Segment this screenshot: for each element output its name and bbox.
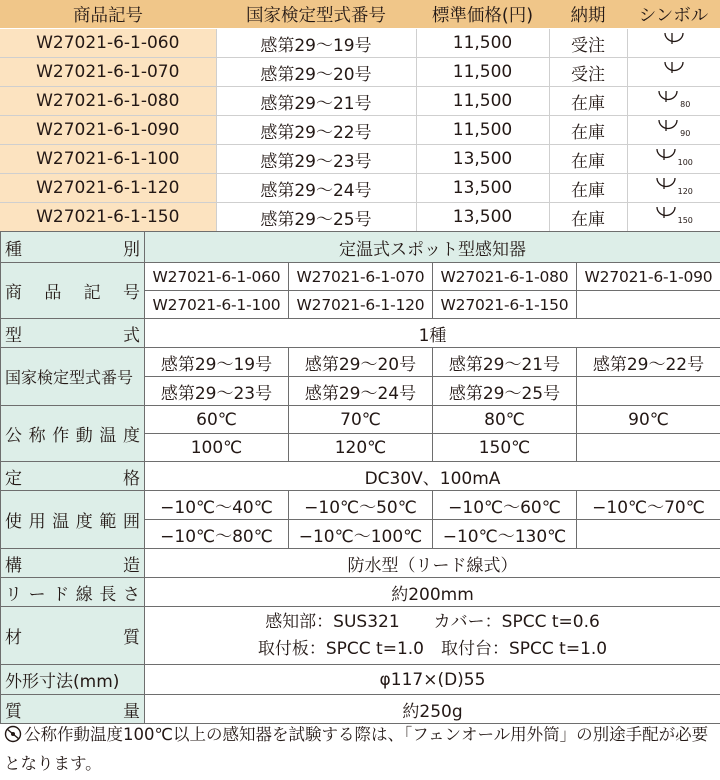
label-mass: 質量 [1, 695, 145, 724]
symbol-temp-subscript: 90 [680, 128, 691, 138]
empty-cell [577, 377, 720, 406]
detector-symbol-icon [655, 147, 677, 167]
material-line: 感知部：SUS321 カバー：SPCC t=0.6 [265, 611, 600, 632]
table-header-row [0, 0, 720, 29]
price-cell: 13,500 [416, 145, 549, 174]
header-cert-number: 国家検定型式番号 [216, 0, 416, 29]
header-symbol: シンボル [627, 0, 720, 29]
label-model: 型式 [1, 319, 145, 348]
price-cell: 11,500 [416, 29, 549, 58]
symbol-cell [627, 29, 720, 58]
price-cell: 13,500 [416, 174, 549, 203]
label-operating-temp: 公称作動温度 [1, 406, 145, 462]
spec-row-mass [1, 695, 720, 724]
spec-row-rating [1, 462, 720, 491]
price-cell: 11,500 [416, 58, 549, 87]
heat-detector-symbol [663, 31, 685, 51]
spec-row-temp [1, 406, 720, 434]
spec-row-lead [1, 578, 720, 607]
cert-cell: 感第29～25号 [433, 377, 577, 406]
value-mass: 約250g [145, 695, 720, 724]
range-cell: −10℃～50℃ [289, 491, 433, 520]
spec-row-codes [1, 263, 720, 291]
delivery-cell: 受注 [549, 58, 627, 87]
product-row [0, 145, 720, 174]
temp-cell: 120℃ [289, 434, 433, 462]
header-product-code: 商品記号 [0, 0, 216, 29]
range-cell: −10℃～80℃ [145, 520, 289, 549]
value-material [145, 607, 720, 665]
heat-detector-symbol [657, 118, 690, 138]
symbol-cell [627, 87, 720, 116]
header-delivery: 納期 [549, 0, 627, 29]
footnote-text: 公称作動温度100℃以上の感知器を試験する際は、「フェンオール用外筒」の別途手配が必要となります。 [4, 725, 709, 773]
detector-symbol-icon [657, 118, 679, 138]
delivery-cell: 在庫 [549, 174, 627, 203]
material-line: 取付板：SPCC t=1.0 取付台：SPCC t=1.0 [257, 638, 608, 659]
temp-cell: 150℃ [433, 434, 577, 462]
product-row [0, 174, 720, 203]
symbol-temp-subscript: 150 [677, 215, 693, 225]
spec-row-cert [1, 348, 720, 377]
cert-cell: 感第29～20号 [289, 348, 433, 377]
empty-cell [577, 520, 720, 549]
label-type: 種別 [1, 232, 145, 263]
temp-cell: 100℃ [145, 434, 289, 462]
cert-number-cell: 感第29～19号 [216, 29, 416, 58]
code-cell: W27021-6-1-120 [289, 291, 433, 319]
caution-icon [4, 725, 22, 751]
value-structure: 防水型（リード線式） [145, 549, 720, 578]
product-code-cell: W27021-6-1-150 [0, 203, 216, 232]
symbol-cell [627, 58, 720, 87]
cert-cell: 感第29～21号 [433, 348, 577, 377]
heat-detector-symbol [663, 60, 685, 80]
symbol-cell [627, 203, 720, 232]
delivery-cell: 在庫 [549, 87, 627, 116]
value-dimension: φ117×(D)55 [145, 665, 720, 695]
detector-symbol-icon [655, 205, 677, 225]
price-cell: 11,500 [416, 116, 549, 145]
label-dimension: 外形寸法(mm) [1, 665, 145, 695]
label-structure: 構造 [1, 549, 145, 578]
heat-detector-symbol [655, 147, 693, 167]
label-product-codes: 商品記号 [1, 263, 145, 319]
symbol-cell [627, 174, 720, 203]
label-cert-number: 国家検定型式番号 [1, 348, 145, 406]
delivery-cell: 受注 [549, 29, 627, 58]
cert-number-cell: 感第29～23号 [216, 145, 416, 174]
cert-number-cell: 感第29～25号 [216, 203, 416, 232]
code-cell: W27021-6-1-060 [145, 263, 289, 291]
range-cell: −10℃～100℃ [289, 520, 433, 549]
product-code-cell: W27021-6-1-060 [0, 29, 216, 58]
temp-cell: 70℃ [289, 406, 433, 434]
temp-cell: 60℃ [145, 406, 289, 434]
value-type: 定温式スポット型感知器 [145, 232, 720, 263]
spec-row-type [1, 232, 720, 263]
temp-cell: 90℃ [577, 406, 720, 434]
delivery-cell: 在庫 [549, 116, 627, 145]
label-lead-length: リード線長さ [1, 578, 145, 607]
range-cell: −10℃～60℃ [433, 491, 577, 520]
header-price: 標準価格(円) [416, 0, 549, 29]
detector-symbol-icon [663, 60, 685, 80]
product-code-cell: W27021-6-1-100 [0, 145, 216, 174]
value-lead-length: 約200mm [145, 578, 720, 607]
detector-symbol-icon [657, 89, 679, 109]
range-cell: −10℃～70℃ [577, 491, 720, 520]
symbol-temp-subscript: 100 [677, 157, 693, 167]
code-cell: W27021-6-1-080 [433, 263, 577, 291]
cert-number-cell: 感第29～22号 [216, 116, 416, 145]
code-cell: W27021-6-1-150 [433, 291, 577, 319]
cert-number-cell: 感第29～20号 [216, 58, 416, 87]
symbol-temp-subscript: 80 [680, 99, 691, 109]
price-cell: 11,500 [416, 87, 549, 116]
spec-row-structure [1, 549, 720, 578]
symbol-cell [627, 116, 720, 145]
detector-symbol-icon [663, 31, 685, 51]
footnote [4, 722, 718, 777]
heat-detector-symbol [657, 89, 690, 109]
range-cell: −10℃～40℃ [145, 491, 289, 520]
spec-row-range [1, 491, 720, 520]
code-cell: W27021-6-1-100 [145, 291, 289, 319]
heat-detector-symbol [655, 176, 693, 196]
product-row [0, 203, 720, 232]
spec-row-dimension [1, 665, 720, 695]
symbol-cell [627, 145, 720, 174]
product-row [0, 58, 720, 87]
product-row [0, 29, 720, 58]
cert-cell: 感第29～19号 [145, 348, 289, 377]
empty-cell [577, 291, 720, 319]
product-row [0, 116, 720, 145]
value-rating: DC30V、100mA [145, 462, 720, 491]
label-temp-range: 使用温度範囲 [1, 491, 145, 549]
code-cell: W27021-6-1-070 [289, 263, 433, 291]
label-material: 材質 [1, 607, 145, 665]
product-code-cell: W27021-6-1-120 [0, 174, 216, 203]
detector-symbol-icon [655, 176, 677, 196]
delivery-cell: 在庫 [549, 145, 627, 174]
cert-number-cell: 感第29～21号 [216, 87, 416, 116]
product-price-table [0, 0, 720, 232]
product-code-cell: W27021-6-1-070 [0, 58, 216, 87]
price-cell: 13,500 [416, 203, 549, 232]
code-cell: W27021-6-1-090 [577, 263, 720, 291]
spec-row-model [1, 319, 720, 348]
spec-table [0, 231, 720, 724]
cert-number-cell: 感第29～24号 [216, 174, 416, 203]
spec-row-material [1, 607, 720, 665]
cert-cell: 感第29～24号 [289, 377, 433, 406]
product-code-cell: W27021-6-1-090 [0, 116, 216, 145]
cert-cell: 感第29～22号 [577, 348, 720, 377]
delivery-cell: 在庫 [549, 203, 627, 232]
empty-cell [577, 434, 720, 462]
product-code-cell: W27021-6-1-080 [0, 87, 216, 116]
product-row [0, 87, 720, 116]
symbol-temp-subscript: 120 [677, 186, 693, 196]
label-rating: 定格 [1, 462, 145, 491]
value-model: 1種 [145, 319, 720, 348]
temp-cell: 80℃ [433, 406, 577, 434]
range-cell: −10℃～130℃ [433, 520, 577, 549]
heat-detector-symbol [655, 205, 693, 225]
cert-cell: 感第29～23号 [145, 377, 289, 406]
